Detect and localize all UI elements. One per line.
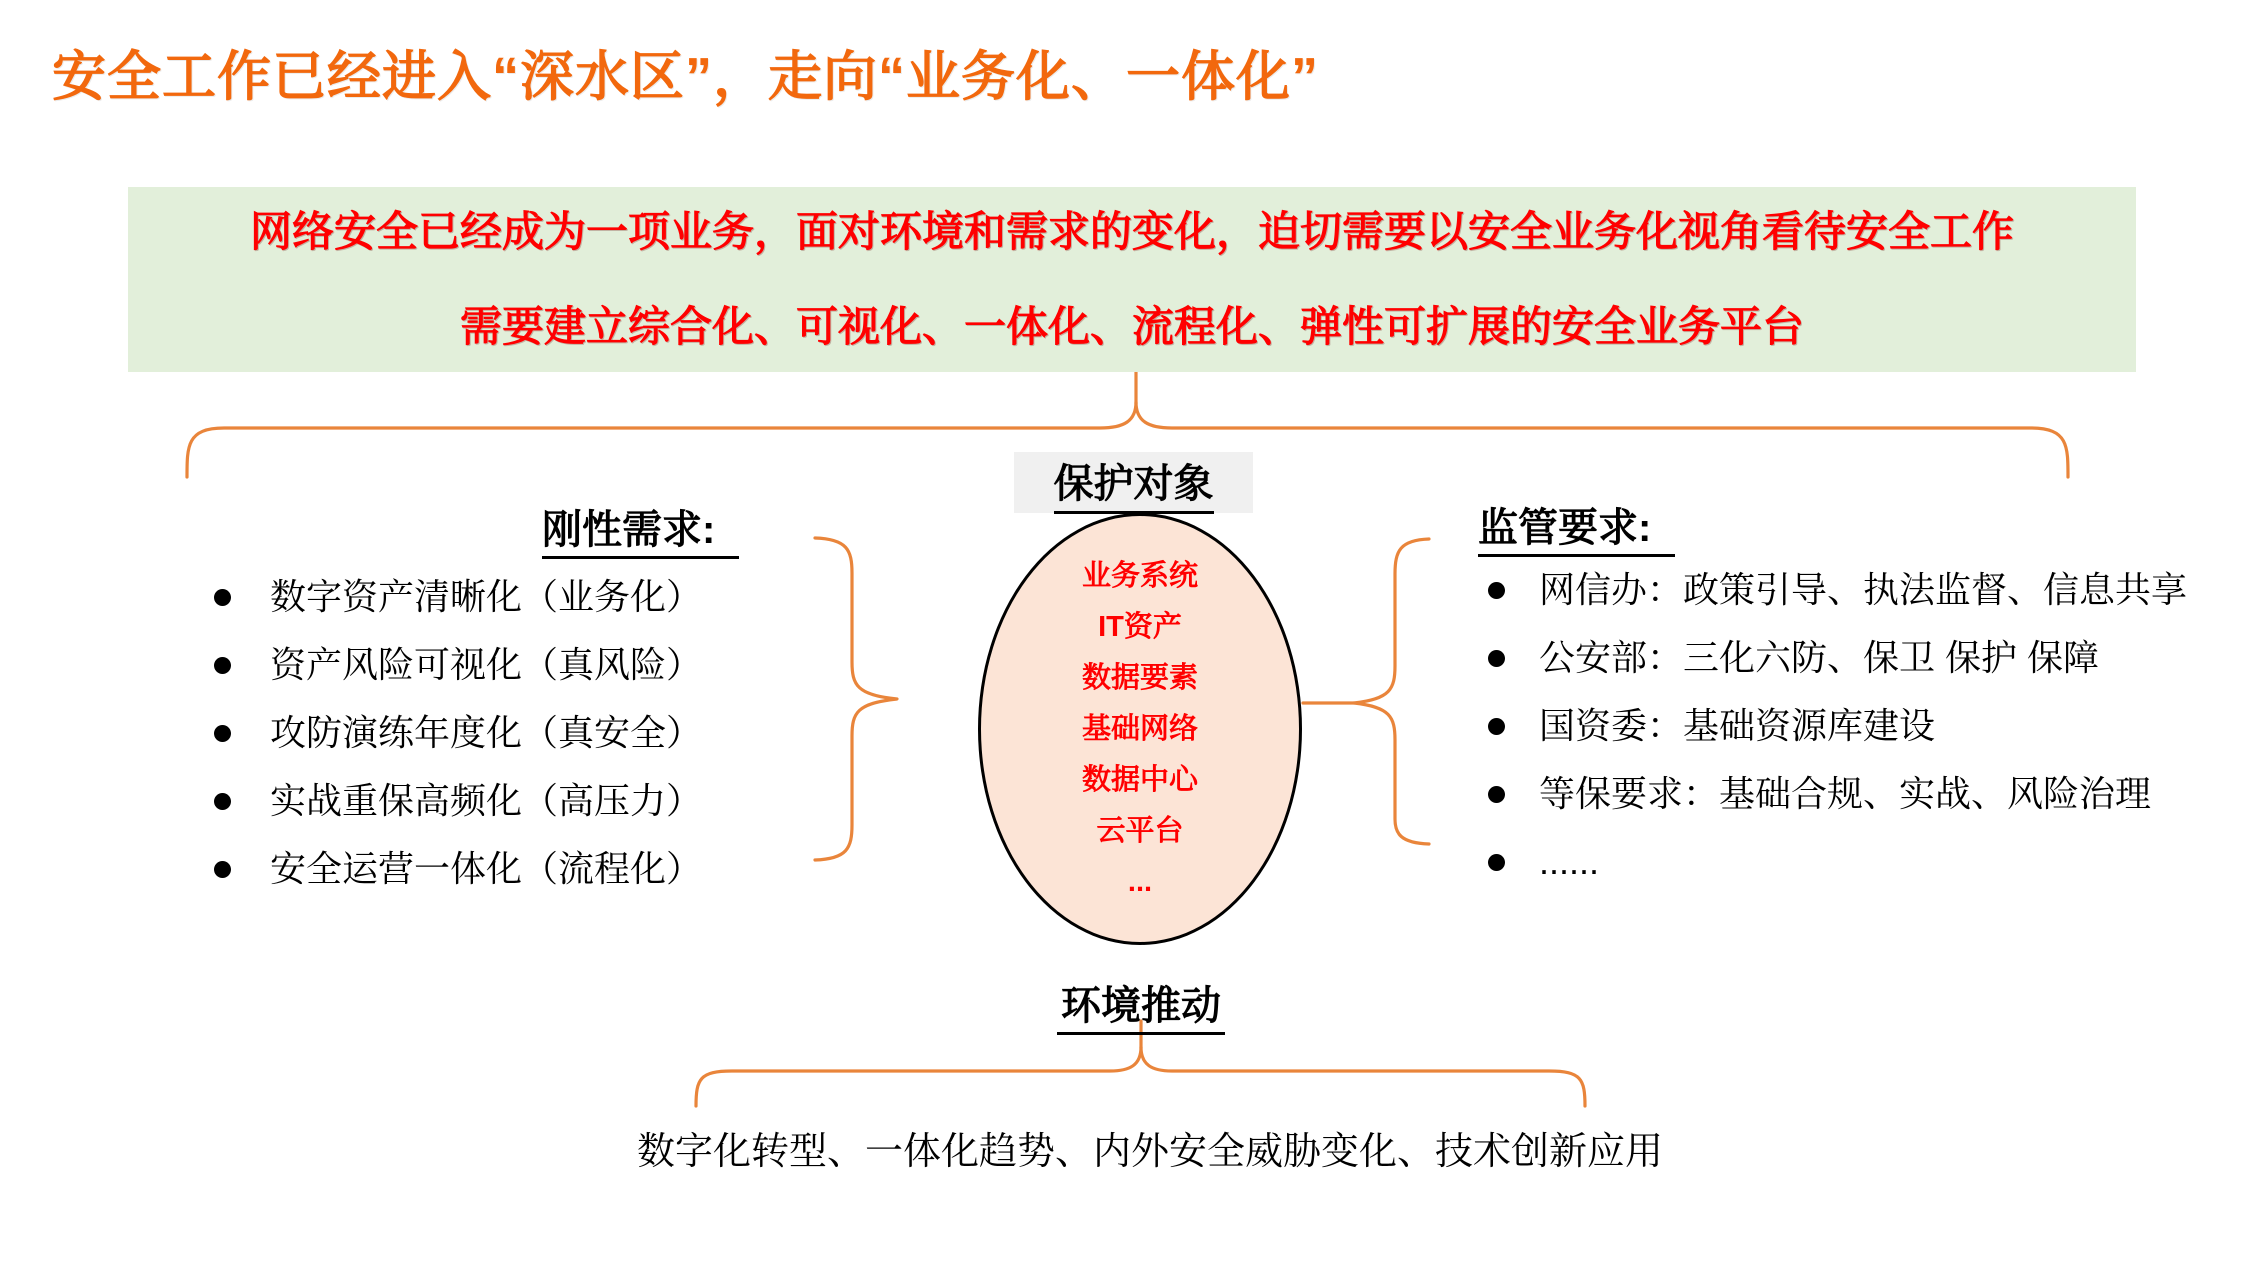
ellipse-item: 数据要素 <box>1081 662 1198 694</box>
regulatory-row <box>1488 770 2151 818</box>
banner-line-1: 网络安全已经成为一项业务，面对环境和需求的变化，迫切需要以安全业务化视角看待安全工作 <box>249 208 2014 255</box>
bullet-icon <box>214 725 231 742</box>
bullet-icon <box>214 589 231 606</box>
rigid-demand-row <box>214 709 702 757</box>
list-item: 安全运营一体化（流程化） <box>270 848 703 889</box>
bullet-icon <box>214 657 231 674</box>
list-item: 实战重保高频化（高压力） <box>270 780 703 821</box>
bullet-icon <box>214 861 231 878</box>
regulatory-row <box>1488 634 2099 682</box>
list-item: 公安部：三化六防、保卫 保护 保障 <box>1539 637 2100 678</box>
bullet-icon <box>1488 650 1505 667</box>
regulatory-row <box>1488 838 1599 886</box>
left-brace <box>815 538 897 860</box>
regulatory-row <box>1488 702 1935 750</box>
regulatory-requirements-heading: 监管要求: <box>1478 496 1675 553</box>
rigid-demands-heading: 刚性需求: <box>542 498 739 555</box>
protected-objects-ellipse <box>978 513 1302 945</box>
bullet-icon <box>1488 786 1505 803</box>
ellipse-item: ... <box>1127 866 1153 898</box>
list-item: 等保要求：基础合规、实战、风险治理 <box>1539 773 2152 814</box>
protected-objects-label-text: 保护对象 <box>1054 452 1214 514</box>
page-title: 安全工作已经进入“深水区”，走向“业务化、一体化” <box>52 47 1319 107</box>
ellipse-item: 基础网络 <box>1081 713 1198 745</box>
ellipse-item: IT资产 <box>1098 611 1182 643</box>
list-item: 资产风险可视化（真风险） <box>270 644 703 685</box>
list-item: 攻防演练年度化（真安全） <box>270 712 703 753</box>
regulatory-row <box>1488 566 2187 614</box>
rigid-demand-row <box>214 641 702 689</box>
bullet-icon <box>1488 854 1505 871</box>
bottom-brace <box>696 1047 1585 1106</box>
bullet-icon <box>214 793 231 810</box>
environment-factors-text: 数字化转型、一体化趋势、内外安全威胁变化、技术创新应用 <box>636 1131 1663 1173</box>
list-item: 数字资产清晰化（业务化） <box>270 576 703 617</box>
environment-drive-heading: 环境推动 <box>1014 974 1268 1031</box>
rigid-demand-row <box>214 573 702 621</box>
key-message-banner <box>128 187 2136 372</box>
banner-line-2: 需要建立综合化、可视化、一体化、流程化、弹性可扩展的安全业务平台 <box>459 303 1804 350</box>
list-item: ...... <box>1539 841 1600 882</box>
protected-objects-label <box>1014 452 1253 513</box>
rigid-demand-row <box>214 845 702 893</box>
list-item: 国资委：基础资源库建设 <box>1539 705 1936 746</box>
bullet-icon <box>1488 582 1505 599</box>
ellipse-item: 数据中心 <box>1081 764 1198 796</box>
right-brace <box>1354 539 1429 844</box>
bullet-icon <box>1488 718 1505 735</box>
rigid-demand-row <box>214 777 702 825</box>
ellipse-item: 业务系统 <box>1081 560 1198 592</box>
list-item: 网信办：政策引导、执法监督、信息共享 <box>1539 569 2188 610</box>
ellipse-item: 云平台 <box>1096 815 1184 847</box>
